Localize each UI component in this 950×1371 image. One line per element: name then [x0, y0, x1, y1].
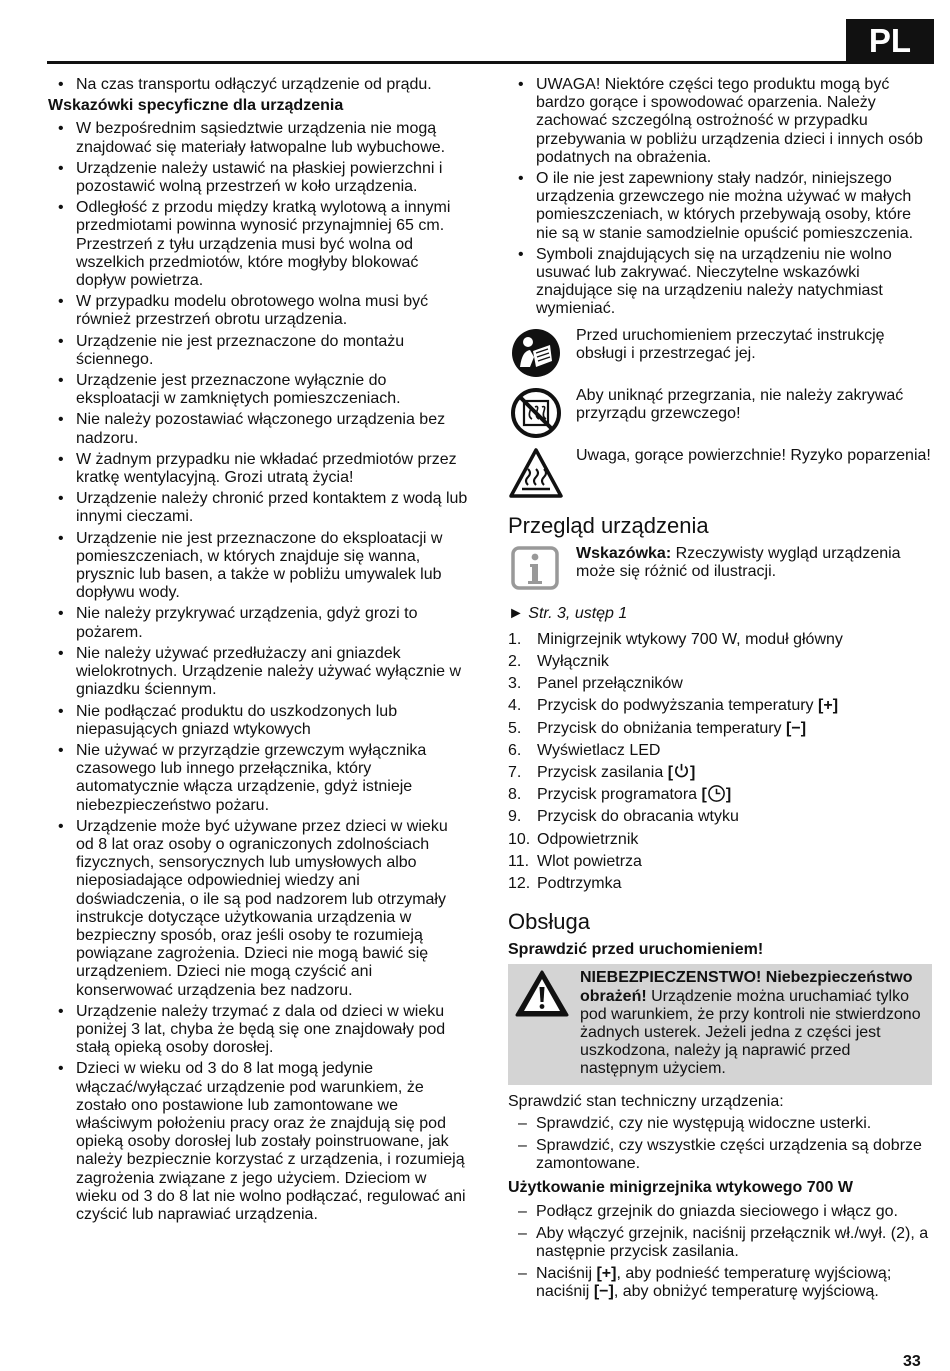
operation-heading: Obsługa — [508, 909, 590, 935]
item-number: 11. — [508, 852, 530, 870]
check-subheading: Sprawdzić przed uruchomieniem! — [508, 941, 764, 959]
list-item: – Sprawdzić, czy nie występują widoczne usterki. — [508, 1115, 932, 1133]
list-item — [508, 851, 932, 873]
list-item: • Urządzenie nie jest przeznaczone do montażu ściennego. — [48, 333, 468, 369]
figure-reference: ► Str. 3, ustęp 1 — [508, 604, 628, 622]
list-item: • Nie należy przykrywać urządzenia, gdyż grozi to pożarem. — [48, 605, 468, 641]
info-note-icon — [508, 545, 564, 591]
item-text: Odpowietrznik — [537, 830, 639, 848]
symbol-text: Uwaga, gorące powierzchnie! Ryzyko poparzenia! — [576, 446, 931, 464]
key-label: [−] — [593, 1283, 614, 1301]
list-item: • Symboli znajdujących się na urządzeniu nie wolno usuwać lub zakrywać. Nieczytelne wskazówki znajdujące się na urządzeniu należy natychmiast wymieniać. — [508, 246, 932, 319]
symbol-do-not-cover — [508, 387, 932, 439]
language-tab: PL — [846, 19, 934, 63]
item-text: Przycisk do podwyższania temperatury — [537, 697, 814, 715]
item-text: Wyłącznik — [537, 653, 609, 671]
list-item: • Urządzenie nie jest przeznaczone do eksploatacji w pomieszczeniach, w których znajduje się wanna, prysznic lub basen, a także w pobliżu umywalek lub dopływu wody. — [48, 530, 468, 603]
danger-warning-icon — [514, 969, 570, 1019]
list-item: • Urządzenie należy trzymać z dala od dzieci w wieku poniżej 3 lat, chyba że będą się one znajdowały pod stałą opieką osoby dorosłej. — [48, 1003, 468, 1058]
safety-list — [48, 120, 468, 1224]
item-text: , aby podnieść temperaturę wyjściową; naciśnij — [536, 1265, 892, 1301]
list-item — [508, 651, 932, 673]
item-number: 10. — [508, 830, 531, 848]
list-item — [508, 1203, 932, 1221]
page-number: 33 — [903, 1353, 921, 1370]
read-manual-icon — [508, 327, 564, 379]
list-item: • Urządzenie należy ustawić na płaskiej powierzchni i pozostawić wolną przestrzeń w koło urządzenia. — [48, 160, 468, 196]
list-item: • W żadnym przypadku nie wkładać przedmiotów przez kratkę wentylacyjną. Grozi utratą życia! — [48, 451, 468, 487]
danger-label: NIEBEZPIECZENSTWO! Niebezpieczeństwo obrażeń! — [580, 969, 913, 1005]
item-number: 9. — [508, 808, 522, 826]
item-text: Wyświetlacz LED — [537, 741, 661, 759]
hot-surface-icon — [508, 447, 564, 499]
list-item: • Nie podłączać produktu do uszkodzonych lub niepasujących gniazd wtykowych — [48, 703, 468, 739]
list-item — [508, 873, 932, 895]
item-number: 2. — [508, 653, 522, 671]
key-label: [+] — [596, 1265, 617, 1283]
list-item — [508, 1225, 932, 1261]
list-item — [508, 673, 932, 695]
check-intro: Sprawdzić stan techniczny urządzenia: — [508, 1092, 784, 1110]
list-item: • Dzieci w wieku od 3 do 8 lat mogą jedynie włączać/wyłączać urządzenie pod warunkiem, że zostało ono postawione lub zamontowane we właściwym położeniu pracy oraz że znajdują się pod opieką osoby dorosłej lub zostały poinstruowane, jak należy bezpiecznie korzystać z urządzenia, i rozumieją zagrożenia związane z jego użyciem. Dzieciom w wieku od 3 do 8 lat nie wolno podłączać, regulować ani czyścić lub naprawiać urządzenia. — [48, 1060, 468, 1224]
list-item: • Na czas transportu odłączyć urządzenie od prądu. — [48, 76, 468, 94]
list-item — [508, 829, 932, 851]
list-item: • O ile nie jest zapewniony stały nadzór, niniejszego urządzenia grzewczego nie można używać w małych pomieszczeniach, w których przebywają osoby, które nie są w stanie samodzielnie opuścić pomieszczenia. — [508, 170, 932, 243]
clock-icon — [707, 784, 726, 803]
section-subheading: Wskazówki specyficzne dla urządzenia — [48, 97, 344, 115]
note-row — [508, 545, 932, 591]
usage-subheading: Użytkowanie minigrzejnika wtykowego 700 W — [508, 1179, 853, 1197]
item-number: 8. — [508, 786, 522, 804]
usage-list — [508, 1203, 932, 1302]
list-item: • W bezpośrednim sąsiedztwie urządzenia nie mogą znajdować się materiały łatwopalne lub wybuchowe. — [48, 120, 468, 156]
item-text: Naciśnij — [536, 1265, 597, 1283]
list-item: • Nie należy pozostawiać włączonego urządzenia bez nadzoru. — [48, 411, 468, 447]
list-item: 7. Przycisk zasilania [ ] — [508, 762, 932, 784]
item-number: 4. — [508, 697, 522, 715]
item-number: 1. — [508, 630, 522, 648]
right-column — [508, 76, 932, 1306]
item-text: Podłącz grzejnik do gniazda sieciowego i włącz go. — [536, 1202, 898, 1220]
item-text: Wlot powietrza — [537, 852, 642, 870]
list-item: • Urządzenie może być używane przez dzieci w wieku od 8 lat oraz osoby o ograniczonych zdolnościach fizycznych, sensorycznych lub umysłowych albo nieposiadające odpowiedniej wiedzy ani doświadczenia, o ile są pod nadzorem lub otrzymały instrukcje dotyczące użytkowania urządzenia w bezpieczny sposób, oraz jeśli osoby te rozumieją powiązane zagrożenia. Dzieci nie mogą bawić się urządzeniem. Dzieci nie mogą czyścić ani konserwować urządzenia bez nadzoru. — [48, 818, 468, 1000]
item-text: Podtrzymka — [537, 874, 622, 892]
danger-box — [508, 964, 932, 1084]
note-text: Rzeczywisty wygląd urządzenia może się różnić od ilustracji. — [576, 544, 901, 580]
intro-list — [48, 76, 468, 94]
list-item — [508, 1265, 932, 1301]
item-number: 7. — [508, 763, 522, 781]
item-text: , aby obniżyć temperaturę wyjściową. — [613, 1283, 879, 1301]
list-item: • UWAGA! Niektóre części tego produktu mogą być bardzo gorące i spowodować oparzenia. Należy zachować szczególną ostrożność w przypadku przebywania w pobliżu urządzenia dzieci i innych osób podatnych na obrażenia. — [508, 76, 932, 167]
item-number: 12. — [508, 874, 531, 892]
list-item: • Odległość z przodu między kratką wylotową a innymi przedmiotami powinna wynosić przynajmniej 65 cm. Przestrzeń z tyłu urządzenia musi być wolna od wszelkich przedmiotów, które mogłyby blokować dopływ powietrza. — [48, 199, 468, 290]
list-item — [508, 718, 932, 740]
item-text: Panel przełączników — [537, 675, 683, 693]
list-item: • Nie należy używać przedłużaczy ani gniazdek wielokrotnych. Urządzenie należy używać wyłącznie w gniazdku ściennym. — [48, 645, 468, 700]
list-item — [508, 629, 932, 651]
overview-heading: Przegląd urządzenia — [508, 512, 709, 538]
parts-list — [508, 629, 932, 895]
key-label: [+] — [818, 697, 839, 715]
item-text: Przycisk zasilania — [537, 763, 664, 781]
item-text: Przycisk do obniżania temperatury — [537, 719, 782, 737]
symbol-hot-surface — [508, 447, 932, 499]
item-text: Minigrzejnik wtykowy 700 W, moduł główny — [537, 630, 843, 648]
list-item: – Sprawdzić, czy wszystkie części urządzenia są dobrze zamontowane. — [508, 1137, 932, 1173]
check-list — [508, 1115, 932, 1174]
list-item: 8. Przycisk programatora [ ] — [508, 784, 932, 806]
note-label: Wskazówka: — [576, 544, 672, 562]
item-text: Przycisk programatora — [537, 786, 698, 804]
list-item: • W przypadku modelu obrotowego wolna musi być również przestrzeń obrotu urządzenia. — [48, 293, 468, 329]
item-number: 6. — [508, 741, 522, 759]
header-rule — [47, 61, 934, 64]
item-number: 5. — [508, 719, 522, 737]
symbol-text: Przed uruchomieniem przeczytać instrukcję obsługi i przestrzegać jej. — [576, 326, 885, 362]
left-column — [48, 76, 468, 1227]
item-text: Aby włączyć grzejnik, naciśnij przełącznik wł./wył. (2), a następnie przycisk zasilania. — [536, 1224, 929, 1260]
list-item — [508, 695, 932, 717]
list-item — [508, 806, 932, 828]
key-label: [−] — [786, 719, 807, 737]
symbol-read-manual — [508, 327, 932, 379]
list-item: • Urządzenie należy chronić przed kontaktem z wodą lub innymi cieczami. — [48, 490, 468, 526]
item-number: 3. — [508, 675, 522, 693]
list-item: • Urządzenie jest przeznaczone wyłącznie do eksploatacji w zamkniętych pomieszczeniach. — [48, 372, 468, 408]
warning-list — [508, 76, 932, 319]
item-text: Przycisk do obracania wtyku — [537, 808, 739, 826]
danger-text: Urządzenie można uruchamiać tylko pod warunkiem, że przy kontroli nie stwierdzono żadnych usterek. Jeżeli jedna z części jest uszkodzona, należy ją naprawić przed następnym użyciem. — [580, 987, 921, 1078]
list-item: • Nie używać w przyrządzie grzewczym wyłącznika czasowego lub innego przełącznika, który automatycznie włącza urządzenie, gdyż istnieje niebezpieczeństwo pożaru. — [48, 742, 468, 815]
list-item — [508, 740, 932, 762]
symbol-text: Aby uniknąć przegrzania, nie należy zakrywać przyrządu grzewczego! — [576, 386, 904, 422]
power-icon — [673, 762, 690, 779]
do-not-cover-icon — [508, 387, 564, 439]
